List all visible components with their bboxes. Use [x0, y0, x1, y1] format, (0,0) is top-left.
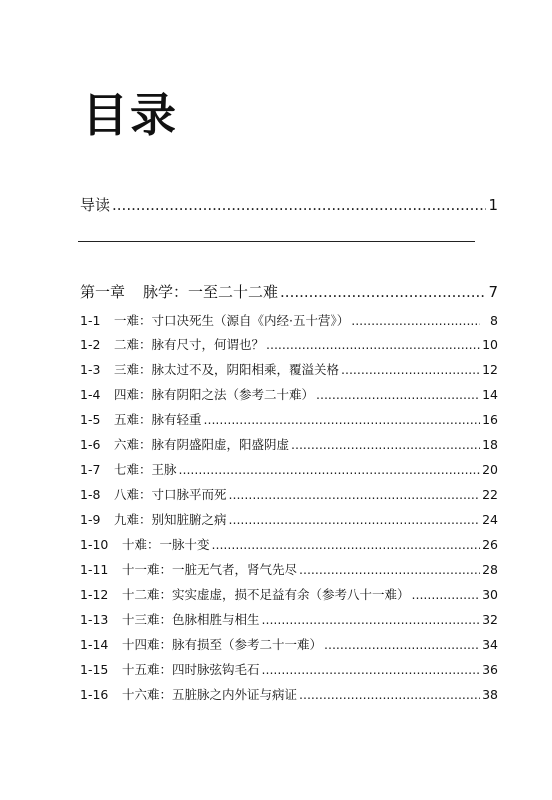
toc-entry[interactable] — [80, 311, 498, 329]
dot-leader — [299, 687, 480, 702]
entry-number: 1-13 — [80, 612, 109, 627]
toc-entry[interactable] — [80, 635, 498, 653]
dot-leader — [179, 462, 480, 477]
entry-page: 30 — [482, 587, 498, 602]
toc-chapter-line[interactable] — [80, 281, 498, 302]
entry-number: 1-10 — [80, 537, 109, 552]
entry-number: 1-6 — [80, 437, 101, 452]
entry-title: 十难：一脉十变 — [122, 537, 210, 552]
entry-page: 10 — [482, 337, 498, 352]
chapter-number: 第一章 — [80, 283, 126, 301]
chapter-title: 脉学：一至二十二难 — [143, 283, 279, 301]
toc-entry[interactable] — [80, 410, 498, 428]
entry-number: 1-4 — [80, 387, 101, 402]
entry-title: 六难：脉有阴盛阳虚，阳盛阴虚 — [114, 437, 290, 452]
entry-number: 1-15 — [80, 662, 109, 677]
entry-number: 1-7 — [80, 462, 101, 477]
dot-leader — [316, 387, 480, 402]
entry-number: 1-2 — [80, 337, 101, 352]
entry-page: 38 — [482, 687, 498, 702]
entry-page: 32 — [482, 612, 498, 627]
dot-leader — [280, 283, 486, 301]
entry-page: 14 — [482, 387, 498, 402]
toc-entry[interactable] — [80, 660, 498, 678]
dot-leader — [291, 437, 480, 452]
toc-entry[interactable] — [80, 335, 498, 353]
dot-leader — [262, 662, 480, 677]
toc-entry[interactable] — [80, 385, 498, 403]
entry-title: 十三难：色脉相胜与相生 — [122, 612, 260, 627]
entry-title: 十二难：实实虚虚，损不足益有余（参考八十一难） — [122, 587, 410, 602]
toc-entry[interactable] — [80, 435, 498, 453]
dot-leader — [204, 412, 480, 427]
dot-leader — [212, 537, 480, 552]
toc-entry[interactable] — [80, 485, 498, 503]
entry-title: 一难：寸口决死生（源自《内经·五十营》） — [114, 313, 350, 328]
entry-page: 34 — [482, 637, 498, 652]
section-divider — [78, 241, 475, 242]
entry-number: 1-12 — [80, 587, 109, 602]
entry-title: 三难：脉太过不及，阴阳相乘，覆溢关格 — [114, 362, 340, 377]
entry-page: 22 — [482, 487, 498, 502]
dot-leader — [324, 637, 480, 652]
toc-intro-line[interactable] — [80, 194, 498, 215]
toc-entry[interactable] — [80, 585, 498, 603]
entry-page: 18 — [482, 437, 498, 452]
dot-leader — [229, 512, 480, 527]
toc-entry[interactable] — [80, 460, 498, 478]
toc-intro-title: 导读 — [80, 196, 111, 214]
dot-leader — [299, 562, 480, 577]
toc-entry[interactable] — [80, 510, 498, 528]
page-title: 目录 — [82, 88, 178, 142]
entry-title: 十四难：脉有损至（参考二十一难） — [122, 637, 323, 652]
dot-leader — [351, 313, 480, 328]
entry-title: 四难：脉有阴阳之法（参考二十难） — [114, 387, 315, 402]
entry-title: 七难：王脉 — [114, 462, 177, 477]
entry-page: 24 — [482, 512, 498, 527]
dot-leader — [341, 362, 480, 377]
toc-intro-page: 1 — [488, 196, 498, 214]
dot-leader — [266, 337, 480, 352]
entry-page: 12 — [482, 362, 498, 377]
dot-leader — [229, 487, 480, 502]
entry-title: 十六难：五脏脉之内外证与病证 — [122, 687, 298, 702]
entry-title: 十一难：一脏无气者，肾气先尽 — [122, 562, 298, 577]
entry-number: 1-5 — [80, 412, 101, 427]
entry-title: 八难：寸口脉平而死 — [114, 487, 227, 502]
toc-entry[interactable] — [80, 560, 498, 578]
toc-entry[interactable] — [80, 360, 498, 378]
entry-number: 1-14 — [80, 637, 109, 652]
entry-page: 8 — [490, 313, 498, 328]
toc-entry[interactable] — [80, 610, 498, 628]
toc-entry[interactable] — [80, 685, 498, 703]
entry-page: 28 — [482, 562, 498, 577]
entry-title: 五难：脉有轻重 — [114, 412, 202, 427]
dot-leader — [112, 196, 486, 214]
entry-number: 1-11 — [80, 562, 109, 577]
entry-page: 20 — [482, 462, 498, 477]
entry-page: 26 — [482, 537, 498, 552]
chapter-page: 7 — [488, 283, 498, 301]
entry-number: 1-8 — [80, 487, 101, 502]
entry-title: 十五难：四时脉弦钩毛石 — [122, 662, 260, 677]
entry-page: 16 — [482, 412, 498, 427]
entry-page: 36 — [482, 662, 498, 677]
dot-leader — [262, 612, 480, 627]
entry-number: 1-16 — [80, 687, 109, 702]
entry-number: 1-9 — [80, 512, 101, 527]
dot-leader — [412, 587, 480, 602]
entry-number: 1-1 — [80, 313, 101, 328]
toc-entry[interactable] — [80, 535, 498, 553]
entry-number: 1-3 — [80, 362, 101, 377]
entry-title: 九难：别知脏腑之病 — [114, 512, 227, 527]
entry-title: 二难：脉有尺寸，何谓也？ — [114, 337, 265, 352]
